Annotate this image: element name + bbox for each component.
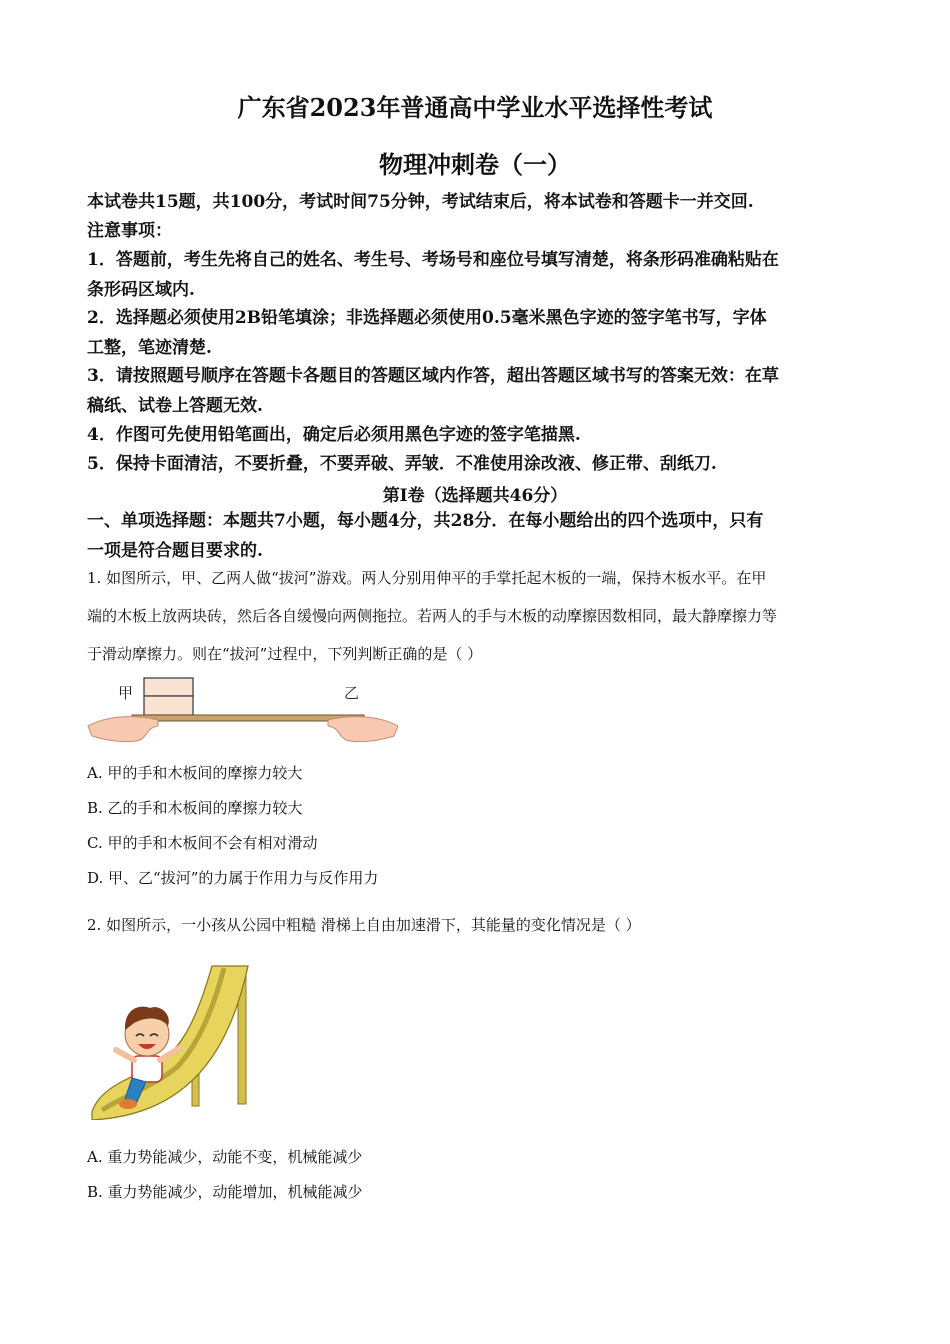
tug-of-war-plank-figure [86, 674, 400, 748]
notice-line: 2．选择题必须使用2B铅笔填涂；非选择题必须使用0.5毫米黑色字迹的签字笔书写，字体 [87, 308, 767, 328]
figure-label-yi: 乙 [344, 684, 360, 702]
exam-title: 广东省2023年普通高中学业水平选择性考试 [237, 93, 713, 122]
notice-heading: 注意事项： [87, 221, 172, 241]
child-on-slide-figure [88, 962, 256, 1120]
question-1-option-b: B. 乙的手和木板间的摩擦力较大 [87, 799, 303, 817]
left-hand [88, 717, 158, 742]
notice-line: 3．请按照题号顺序在答题卡各题目的答题区域内作答，超出答题区域书写的答案无效：在草 [87, 366, 779, 386]
part1-title: 第Ⅰ卷（选择题共46分） [382, 486, 568, 506]
section-heading: 一项是符合题目要求的. [87, 541, 263, 561]
child-shoe [119, 1099, 137, 1109]
question-2-stem: 2. 如图所示，一小孩从公园中粗糙 滑梯上自由加速滑下，其能量的变化情况是（ ） [87, 916, 641, 934]
question-2-option-a: A. 重力势能减少，动能不变，机械能减少 [87, 1148, 363, 1166]
notice-line: 工整，笔迹清楚. [87, 338, 212, 358]
question-1-option-a: A. 甲的手和木板间的摩擦力较大 [87, 764, 303, 782]
right-hand [328, 717, 398, 742]
question-1-option-d: D. 甲、乙“拔河”的力属于作用力与反作用力 [87, 869, 379, 887]
notice-line: 5．保持卡面清洁，不要折叠，不要弄破、弄皱．不准使用涂改液、修正带、刮纸刀. [87, 454, 717, 474]
intro-text: 本试卷共15题，共100分，考试时间75分钟，考试结束后，将本试卷和答题卡一并交回. [87, 192, 754, 212]
child-left-arm [116, 1050, 134, 1060]
notice-line: 4．作图可先使用铅笔画出，确定后必须用黑色字迹的签字笔描黑. [87, 425, 581, 445]
exam-subtitle: 物理冲刺卷（一） [379, 150, 571, 179]
notice-line: 条形码区域内. [87, 280, 195, 300]
section-heading: 一、单项选择题：本题共7小题，每小题4分，共28分．在每小题给出的四个选项中，只有 [87, 511, 764, 531]
question-1-stem: 于滑动摩擦力。则在“拔河”过程中，下列判断正确的是（ ） [87, 645, 483, 663]
figure-label-jia: 甲 [118, 684, 134, 702]
brick-bottom [144, 696, 193, 715]
brick-top [144, 678, 193, 696]
question-1-stem: 端的木板上放两块砖，然后各自缓慢向两侧拖拉。若两人的手与木板的动摩擦因数相同，最大静摩擦力等 [87, 607, 778, 625]
slide-chute [92, 966, 248, 1120]
question-1-option-c: C. 甲的手和木板间不会有相对滑动 [87, 834, 318, 852]
notice-line: 1．答题前，考生先将自己的姓名、考生号、考场号和座位号填写清楚，将条形码准确粘贴在 [87, 250, 779, 270]
notice-line: 稿纸、试卷上答题无效. [87, 396, 263, 416]
question-1-stem: 1. 如图所示，甲、乙两人做“拔河”游戏。两人分别用伸平的手掌托起木板的一端，保持木板水平。在甲 [87, 569, 767, 587]
question-2-option-b: B. 重力势能减少，动能增加，机械能减少 [87, 1183, 363, 1201]
